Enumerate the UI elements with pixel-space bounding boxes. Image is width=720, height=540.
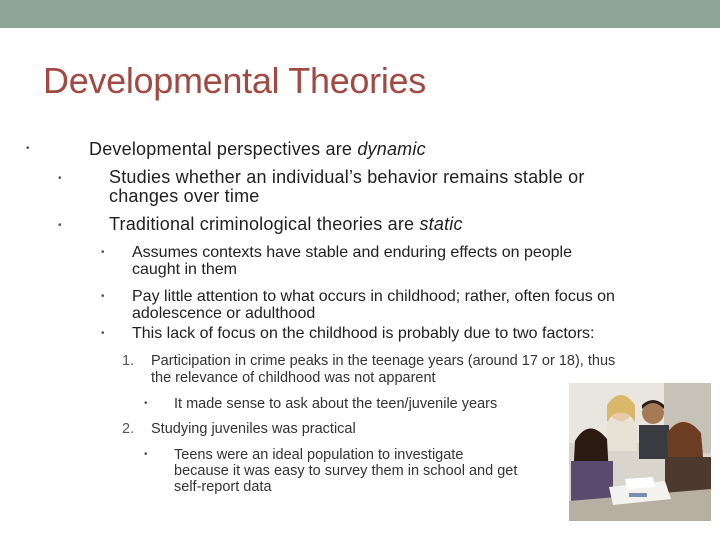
bullet-marker: •	[58, 173, 62, 184]
bullet-two-factors: This lack of focus on the childhood is probably due to two factors:	[132, 325, 595, 342]
sub-bullet-teens-line1: Teens were an ideal population to investigate	[174, 447, 464, 463]
bullet-emphasis: dynamic	[357, 139, 426, 159]
bullet-marker: •	[101, 328, 105, 339]
list-number: 2.	[122, 421, 135, 437]
bullet-developmental-perspectives	[89, 138, 426, 160]
bullet-stability-line2: changes over time	[109, 186, 260, 206]
numbered-item-practical: Studying juveniles was practical	[151, 421, 356, 437]
slide-header-bar	[0, 0, 720, 28]
numbered-item-crime-peaks-line2: the relevance of childhood was not apparent	[151, 370, 436, 386]
slide-title: Developmental Theories	[43, 60, 426, 101]
sub-bullet-teen-years: It made sense to ask about the teen/juvenile years	[174, 396, 498, 412]
bullet-stability-line1: Studies whether an individual’s behavior remains stable or	[109, 167, 585, 187]
list-number: 1.	[122, 353, 135, 369]
students-photo-illustration	[569, 383, 711, 521]
bullet-marker: •	[144, 449, 148, 460]
bullet-emphasis: static	[419, 214, 463, 234]
bullet-marker: •	[101, 291, 105, 302]
bullet-traditional-theories	[109, 215, 463, 234]
sub-bullet-teens-line2: because it was easy to survey them in school and get	[174, 463, 518, 479]
bullet-text: Developmental perspectives are	[89, 139, 358, 159]
bullet-marker: •	[101, 247, 105, 258]
bullet-childhood-line1: Pay little attention to what occurs in childhood; rather, often focus on	[132, 288, 615, 305]
bullet-contexts-line2: caught in them	[132, 261, 237, 278]
students-photo	[569, 383, 711, 521]
bullet-text: Traditional criminological theories are	[109, 214, 420, 234]
bullet-marker: •	[26, 143, 30, 154]
sub-bullet-teens-line3: self-report data	[174, 479, 272, 495]
bullet-marker: •	[144, 398, 148, 409]
bullet-contexts-line1: Assumes contexts have stable and enduring effects on people	[132, 244, 572, 261]
bullet-childhood-line2: adolescence or adulthood	[132, 305, 316, 322]
numbered-item-crime-peaks-line1: Participation in crime peaks in the teenage years (around 17 or 18), thus	[151, 353, 616, 369]
bullet-marker: •	[58, 220, 62, 231]
